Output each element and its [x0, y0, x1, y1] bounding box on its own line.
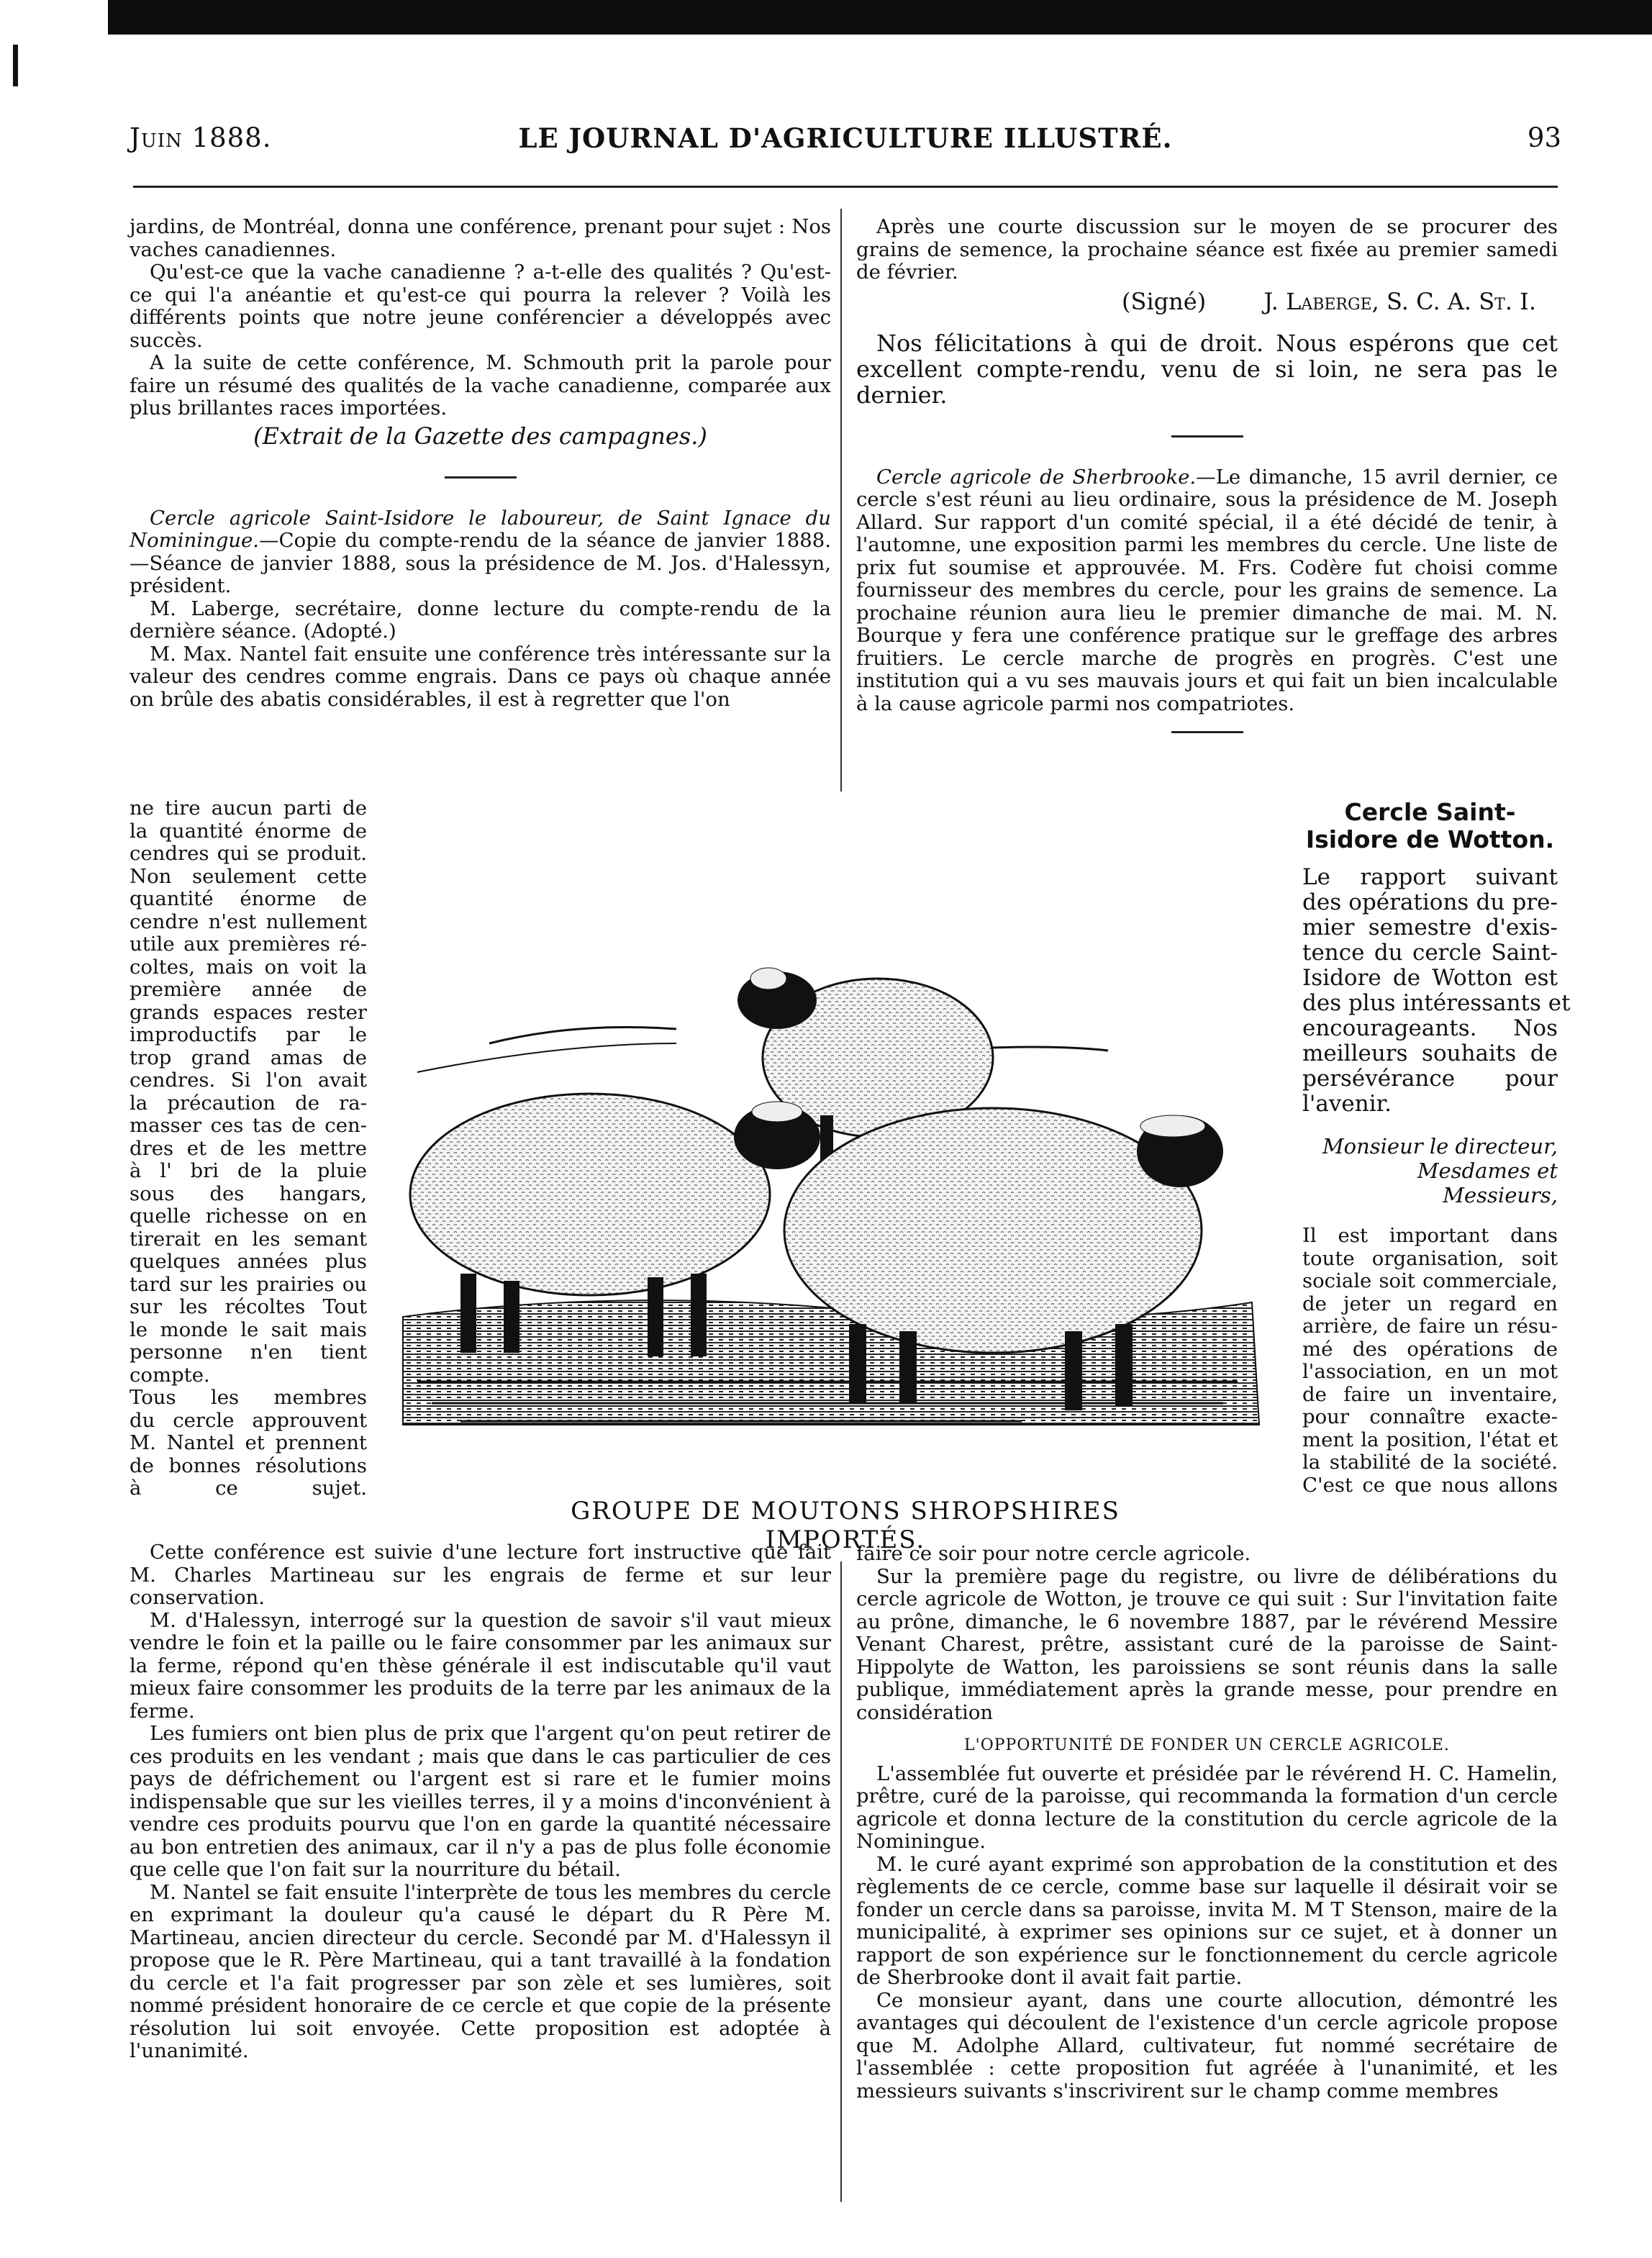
text-line: première année de — [130, 978, 367, 1001]
section-title: Cercle agricole Saint-Isidore le laboureur, de Saint Ignace du Nominingue. — [130, 506, 831, 552]
paragraph: L'assemblée fut ouverte et présidée par le révérend H. C. Hamelin, prêtre, curé de la paroisse, qui recommanda la formation d'un cercle agricole et donna lecture de la constitution du cercle agricole de la Nominingue. — [856, 1761, 1558, 1853]
signature-label: (Signé) — [1122, 287, 1207, 315]
text-line: utile aux premières ré- — [130, 933, 367, 956]
paragraph: Après une courte discussion sur le moyen de se procurer des grains de semence, la prochaine séance est fixée au premier samedi de février. — [856, 215, 1558, 284]
paragraph: Ce monsieur ayant, dans une courte allocution, démontré les avantages qui découlent de l'existence d'un cercle agricole propose que M. Adolphe Allard, cultivateur, fut nommé secrétaire de l'assemblée : cette proposition fut agréée à l'unanimité, et les messieurs suivants s'inscrivirent sur le champ comme membres — [856, 1988, 1558, 2103]
page-number: 93 — [1527, 122, 1561, 153]
section-title: Cercle agricole de Sherbrooke. — [876, 465, 1197, 489]
journal-title: LE JOURNAL D'AGRICULTURE ILLUSTRÉ. — [518, 122, 1173, 154]
address-line: Mesdames et Messieurs, — [1417, 1159, 1558, 1207]
text-line: toute organisation, soit — [1302, 1246, 1558, 1270]
text-line: tard sur les prairies ou — [130, 1272, 367, 1296]
text-line: sur les récoltes Tout — [130, 1295, 367, 1318]
text-line: Isidore de Wotton est — [1302, 965, 1558, 991]
text-line: Tous les membres — [130, 1386, 367, 1409]
page-header — [130, 122, 1561, 166]
signature-name: J. Laberge, S. C. A. St. I. — [1263, 287, 1536, 315]
text-line: personne n'en tient — [130, 1341, 367, 1364]
paragraph: —Copie du compte-rendu de la séance de janvier 1888.—Séance de janvier 1888, sous la présidence de M. Jos. d'Halessyn, président. — [130, 529, 831, 597]
text-line: cendres qui se produit. — [130, 842, 367, 865]
text-line: trop grand amas de — [130, 1046, 367, 1069]
paragraph: M. d'Halessyn, interrogé sur la question de savoir s'il vaut mieux vendre le foin et la paille ou le faire consommer par les animaux sur la ferme, répond qu'en thèse générale il est indiscutable qu'il vaut mieux faire consommer les produits de la terre par les animaux de la ferme. — [130, 1608, 831, 1723]
text-line: de faire un inventaire, — [1302, 1382, 1558, 1406]
text-line: tirerait en les semant — [130, 1227, 367, 1251]
paragraph: —Le dimanche, 15 avril dernier, ce cercle s'est réuni au lieu ordinaire, sous la présidence de M. Joseph Allard. Sur rapport d'un comité spécial, il a été décidé de tenir, à l'automne, une exposition parmi les membres du cercle. Une liste de prix fut soumise et approuvée. M. Frs. Codère fut choisi comme fournisseur des membres du cercle, pour les grains de semence. La prochaine réunion aura lieu le premier dimanche de mai. M. N. Bourque y fera une conférence pratique sur le greffage des arbres fruitiers. Le cercle marche de progrès en progrès. C'est une institution qui a vu ses mauvais jours et qui fait un bien incalculable à la cause agricole parmi nos compatriotes. — [856, 465, 1558, 715]
text-line: la stabilité de la société. — [1302, 1451, 1558, 1474]
column-divider-upper — [840, 209, 842, 792]
text-line: de jeter un regard en — [1302, 1292, 1558, 1315]
right-narrow-column — [1302, 798, 1571, 1497]
text-line: quantité énorme de — [130, 887, 367, 910]
paragraph: Nos félicitations à qui de droit. Nous espérons que cet excellent compte-rendu, venu de si loin, ne sera pas le dernier. — [856, 329, 1558, 409]
left-column-lower — [130, 1541, 831, 2063]
text-line: la quantité énorme de — [130, 819, 367, 843]
text-line: C'est ce que nous allons — [1302, 1473, 1558, 1497]
text-line: cendres. Si l'on avait — [130, 1069, 367, 1092]
right-column-lower — [856, 1543, 1558, 2103]
text-line: sociale soit commerciale, — [1302, 1269, 1558, 1292]
paragraph: M. Laberge, secrétaire, donne lecture du compte-rendu de la dernière séance. (Adopté.) — [130, 597, 831, 643]
text-line: quelques années plus — [130, 1250, 367, 1273]
text-line: M. Nantel et prennent — [130, 1431, 367, 1454]
paragraph: Les fumiers ont bien plus de prix que l'argent qu'on peut retirer de ces produits en les vendant ; mais que dans le cas particulier de ces pays de défrichement ou l'argent est si rare et le fumier moins indispensable que sur les vieilles terres, il y a moins d'inconvénient à vendre ces produits pourvu que l'on en garde la quantité nécessaire au bon entretien des animaux, car il n'y a pas de plus folle économie que celle que l'on fait sur la nourriture du bétail. — [130, 1722, 831, 1881]
section-heading: Cercle Saint-Isidore de Wotton. — [1305, 798, 1555, 853]
wotton-intro — [1302, 864, 1571, 1117]
column-divider-lower — [840, 1561, 842, 2202]
text-line: de bonnes résolutions — [130, 1454, 367, 1477]
text-line: mier semestre d'exis- — [1302, 915, 1558, 940]
text-line: Non seulement cette — [130, 864, 367, 888]
right-column-upper — [856, 216, 1558, 739]
text-line: arrière, de faire un résu- — [1302, 1315, 1558, 1338]
text-line: l'association, en un mot — [1302, 1360, 1558, 1383]
text-line: cendre n'est nullement — [130, 910, 367, 933]
text-line: grands espaces rester — [130, 1000, 367, 1024]
section-separator — [1171, 731, 1243, 733]
subheading: L'OPPORTUNITÉ DE FONDER UN CERCLE AGRICOLE. — [964, 1736, 1450, 1754]
horizon-line — [417, 1043, 676, 1072]
text-line: le monde le sait mais — [130, 1318, 367, 1341]
text-line: encourageants. Nos — [1302, 1015, 1558, 1041]
text-line: Il est important dans — [1302, 1224, 1558, 1247]
text-line: ment la position, l'état et — [1302, 1428, 1558, 1451]
text-line: meilleurs souhaits de — [1302, 1040, 1558, 1066]
text-line: tence du cercle Saint- — [1302, 940, 1558, 966]
text-line: compte. — [130, 1363, 210, 1387]
sheep-engraving — [374, 878, 1295, 1497]
left-narrow-column — [130, 797, 367, 1500]
header-rule — [133, 186, 1558, 188]
signature — [856, 289, 1558, 314]
paragraph: A la suite de cette conférence, M. Schmouth prit la parole pour faire un résumé des qualités de la vache canadienne, comparée aux plus brillantes races importées. — [130, 351, 831, 420]
text-line: mé des opérations de — [1302, 1337, 1558, 1361]
text-line: improductifs par le — [130, 1023, 367, 1046]
section-separator — [1171, 435, 1243, 437]
speech-text — [1302, 1225, 1558, 1497]
paragraph: M. Max. Nantel fait ensuite une conférence très intéressante sur la valeur des cendres comme engrais. Dans ce pays où chaque année on brûle des abatis considérables, il est à regretter que l'on — [130, 642, 831, 711]
paragraph: jardins, de Montréal, donna une conférence, prenant pour sujet : Nos vaches canadiennes. — [130, 215, 831, 261]
text-line: quelle richesse on en — [130, 1205, 367, 1228]
extract-citation: (Extrait de la Gazette des campagnes.) — [253, 422, 707, 450]
section-separator — [445, 476, 517, 479]
text-line: dres et de les mettre — [130, 1136, 367, 1160]
paragraph: M. Nantel se fait ensuite l'interprète de tous les membres du cercle en exprimant la douleur qu'a causé le départ du R Père M. Martineau, ancien directeur du cercle. Secondé par M. d'Halessyn il propose que le R. Père Martineau, qui a tant travaillé à la fondation du cercle et l'a fait progresser par son zèle et ses lumières, soit nommé président honoraire de ce cercle et que copie de la présente résolution lui soit envoyée. Cette proposition est adoptée à l'unanimité. — [130, 1880, 831, 2062]
text-line: masser ces tas de cen- — [130, 1114, 367, 1137]
text-line: des opérations du pre- — [1302, 889, 1558, 915]
issue-date: Juin 1888. — [130, 122, 272, 153]
text-line: l'avenir. — [1302, 1091, 1392, 1117]
text-line: la précaution de ra- — [130, 1091, 367, 1115]
page-top-border — [108, 0, 1652, 35]
text-line: à ce sujet. — [130, 1477, 367, 1500]
text-line: sous des hangars, — [130, 1182, 367, 1205]
paragraph: Sur la première page du registre, ou livre de délibérations du cercle agricole de Wotton, je trouve ce qui suit : Sur l'invitation faite au prône, dimanche, le 6 novembre 1887, par le révérend Messire Venant Charest, prêtre, assistant curé de la paroisse de Saint-Hippolyte de Watton, les paroissiens se sont réunis dans la salle publique, immédiatement après la grande messe, pour prendre en considération — [856, 1564, 1558, 1724]
text-line: à l' bri de la pluie — [130, 1159, 367, 1182]
text-line: persévérance pour — [1302, 1066, 1558, 1092]
text-line: coltes, mais on voit la — [130, 955, 367, 979]
paragraph: faire ce soir pour notre cercle agricole. — [856, 1542, 1251, 1565]
address-line: Monsieur le directeur, — [1322, 1134, 1558, 1159]
paragraph: Qu'est-ce que la vache canadienne ? a-t-elle des qualités ? Qu'est-ce qui l'a anéantie et qu'est-ce qui pourra la relever ? Voilà les différents points que notre jeune conférencier a développés avec succès. — [130, 260, 831, 352]
paragraph: M. le curé ayant exprimé son approbation de la constitution et des règlements de ce cercle, comme base sur laquelle il désirait voir se fonder un cercle dans sa paroisse, invita M. M T Stenson, maire de la municipalité, à exprimer ses opinions sur ce sujet, et à donner un rapport de son expérience sur le fonctionnement du cercle agricole de Sherbrooke dont il avait fait partie. — [856, 1852, 1558, 1989]
left-column-upper — [130, 216, 831, 711]
text-line: pour connaître exacte- — [1302, 1405, 1558, 1428]
margin-mark — [13, 45, 18, 86]
figure-caption: GROUPE DE MOUTONS SHROPSHIRES IMPORTÉS. — [571, 1497, 1120, 1554]
text-line: des plus intéressants et — [1302, 990, 1571, 1016]
text-line: Le rapport suivant — [1302, 864, 1558, 890]
horizon-line — [489, 1028, 676, 1044]
paragraph: Cette conférence est suivie d'une lecture fort instructive que fait M. Charles Martineau sur les engrais de ferme et sur leur conservation. — [130, 1541, 831, 1609]
text-line: du cercle approuvent — [130, 1408, 367, 1432]
text-line: ne tire aucun parti de — [130, 797, 367, 820]
